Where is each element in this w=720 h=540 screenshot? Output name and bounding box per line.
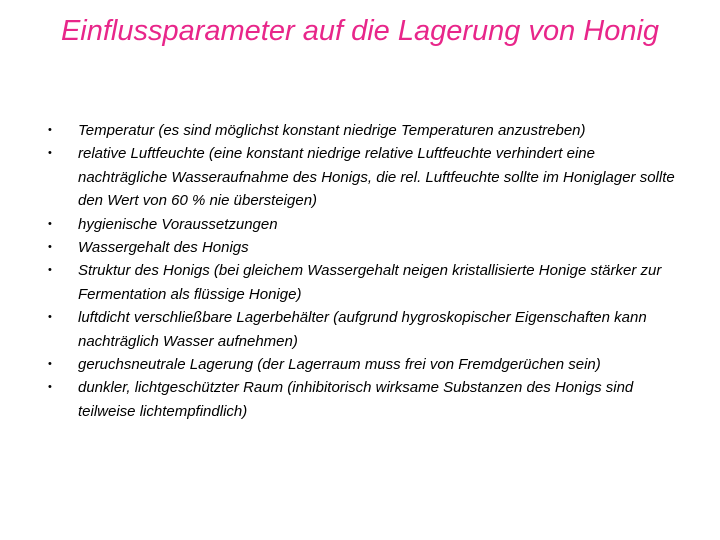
bullet-icon: • bbox=[48, 241, 52, 254]
bullet-text: Wassergehalt des Honigs bbox=[78, 239, 249, 257]
slide-title: Einflussparameter auf die Lagerung von Honig bbox=[60, 15, 660, 47]
bullet-text: luftdicht verschließbare Lagerbehälter (aufgrund hygroskopischer Eigenschaften kann nachträglich Wasser aufnehmen) bbox=[78, 309, 647, 350]
bullet-text: dunkler, lichtgeschützter Raum (inhibitorisch wirksame Substanzen des Honigs sind teilweise lichtempfindlich) bbox=[78, 379, 634, 420]
bullet-text: relative Luftfeuchte (eine konstant niedrige relative Luftfeuchte verhindert eine nachträgliche Wasseraufnahme des Honigs, die rel. Luftfeuchte sollte im Honiglager sollte den Wert von 60 % nie übersteigen) bbox=[78, 145, 675, 210]
bullet-item bbox=[48, 353, 688, 376]
bullet-text: geruchsneutrale Lagerung (der Lagerraum muss frei von Fremdgerüchen sein) bbox=[78, 356, 601, 374]
bullet-item bbox=[48, 306, 688, 353]
bullet-text: Temperatur (es sind möglichst konstant niedrige Temperaturen anzustreben) bbox=[78, 122, 586, 139]
bullet-icon: • bbox=[48, 124, 52, 136]
bullet-text: hygienische Voraussetzungen bbox=[78, 215, 278, 233]
bullet-item bbox=[48, 236, 688, 259]
bullet-icon: • bbox=[48, 381, 52, 394]
bullet-item bbox=[48, 213, 688, 236]
bullet-list bbox=[48, 119, 688, 423]
bullet-item bbox=[48, 259, 688, 306]
bullet-icon: • bbox=[48, 264, 52, 277]
bullet-item bbox=[48, 119, 688, 142]
bullet-item bbox=[48, 376, 688, 423]
bullet-item bbox=[48, 142, 688, 212]
bullet-icon: • bbox=[48, 358, 52, 371]
bullet-icon: • bbox=[48, 147, 52, 160]
bullet-icon: • bbox=[48, 311, 52, 324]
bullet-text: Struktur des Honigs (bei gleichem Wassergehalt neigen kristallisierte Honige stärker zur Fermentation als flüssige Honige) bbox=[78, 262, 662, 303]
bullet-icon: • bbox=[48, 217, 52, 230]
